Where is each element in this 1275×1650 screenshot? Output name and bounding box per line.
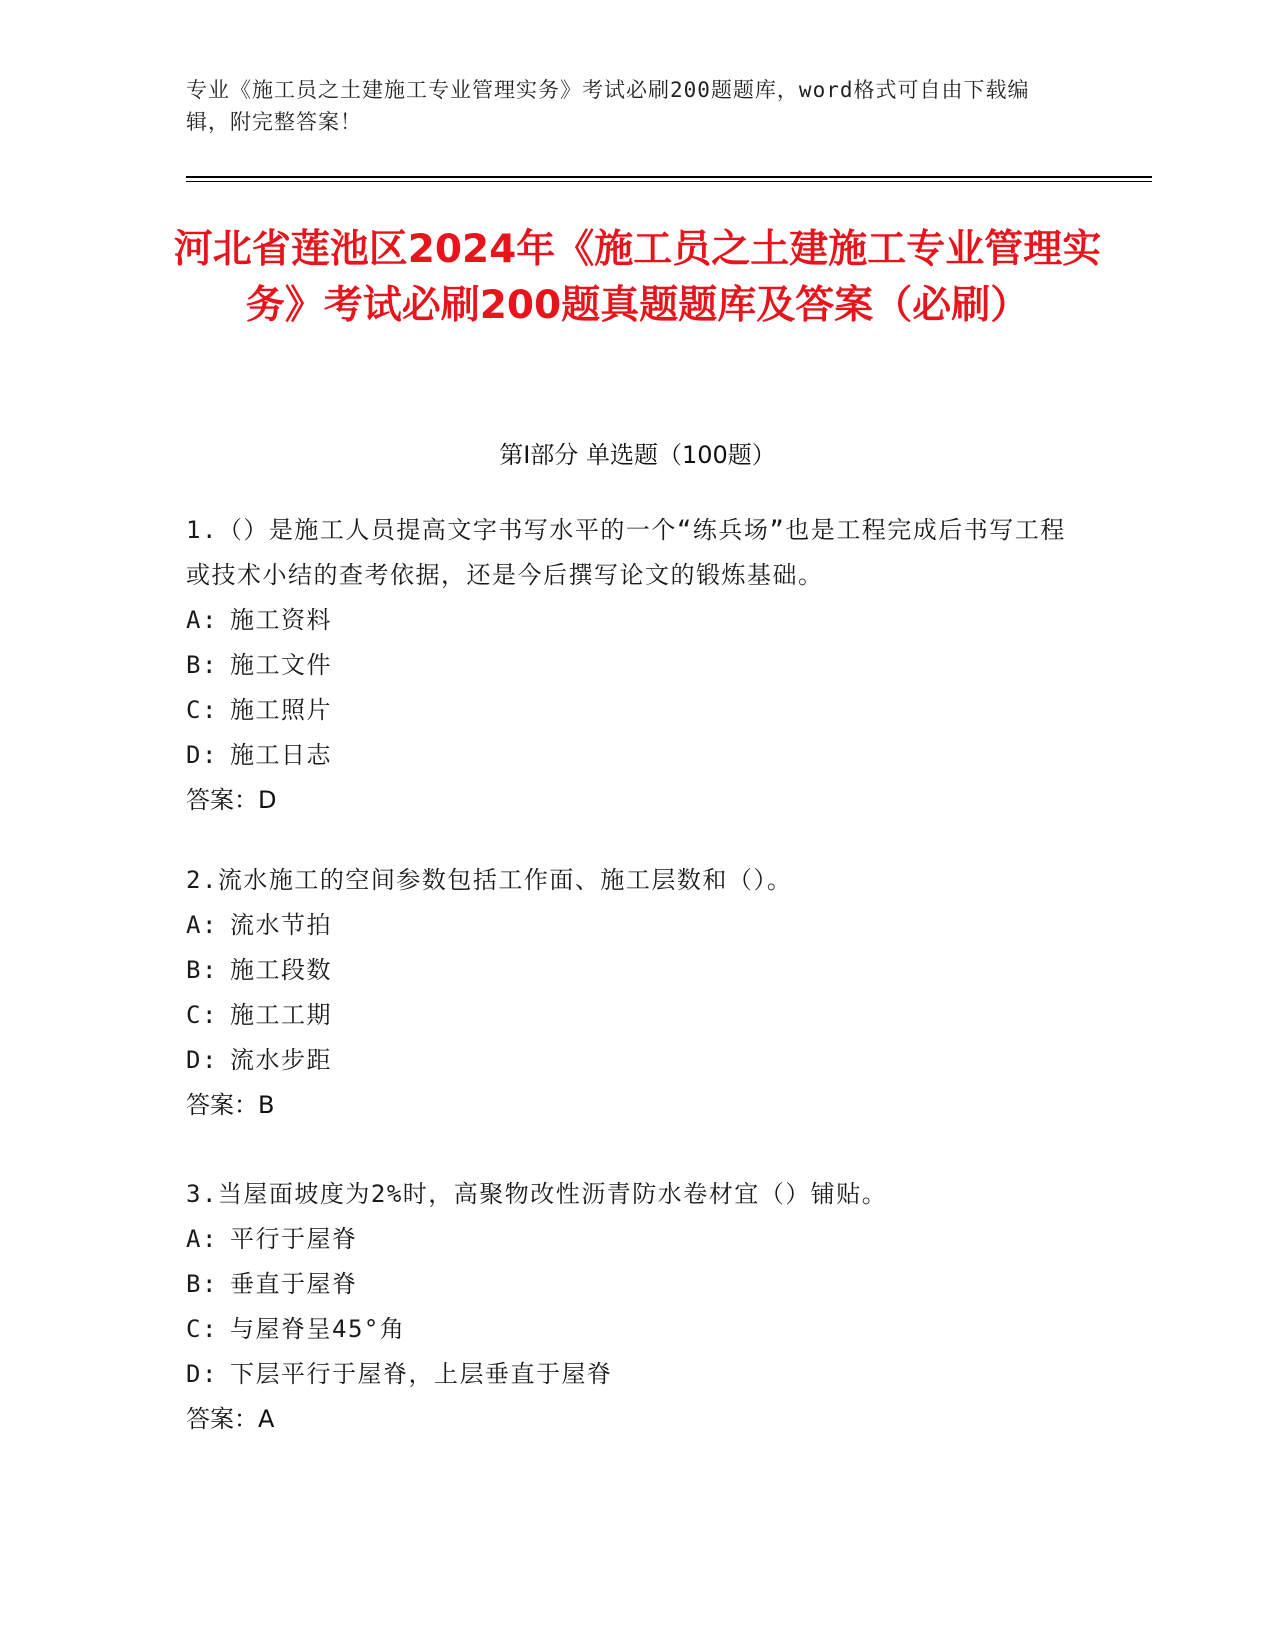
option-text: 平行于屋脊: [230, 1225, 358, 1253]
question-3: [186, 1172, 1066, 1442]
option-text: 施工资料: [230, 606, 332, 634]
option-a: [186, 598, 1066, 643]
option-c: [186, 993, 1066, 1038]
option-letter: C:: [186, 1315, 218, 1343]
option-d: [186, 733, 1066, 778]
option-text: 下层平行于屋脊，上层垂直于屋脊: [230, 1360, 613, 1388]
question-stem: 2.流水施工的空间参数包括工作面、施工层数和（）。: [186, 866, 793, 894]
option-letter: C:: [186, 696, 218, 724]
option-letter: B:: [186, 956, 218, 984]
option-text: 施工工期: [230, 1001, 332, 1029]
option-letter: D:: [186, 741, 218, 769]
option-letter: A:: [186, 911, 218, 939]
header-note: 专业《施工员之土建施工专业管理实务》考试必刷200题题库，word格式可自由下载编辑，附完整答案！: [186, 78, 1030, 134]
option-letter: B:: [186, 1270, 218, 1298]
option-d: [186, 1352, 1066, 1397]
question-stem: 3.当屋面坡度为2%时，高聚物改性沥青防水卷材宜（）铺贴。: [186, 1180, 888, 1208]
header-rule-thick: [186, 176, 1152, 178]
section-title: 第I部分 单选题（100题）: [499, 441, 776, 469]
option-text: 施工照片: [230, 696, 332, 724]
document-title: 河北省莲池区2024年《施工员之土建施工专业管理实务》考试必刷200题真题题库及答案（必刷）: [173, 227, 1102, 328]
option-text: 垂直于屋脊: [230, 1270, 358, 1298]
question-1: [186, 508, 1066, 823]
option-text: 施工文件: [230, 651, 332, 679]
option-letter: D:: [186, 1360, 218, 1388]
option-a: [186, 903, 1066, 948]
option-text: 流水节拍: [230, 911, 332, 939]
header-rule-thin: [186, 181, 1152, 182]
option-b: [186, 1262, 1066, 1307]
option-letter: A:: [186, 606, 218, 634]
question-stem: 1.（）是施工人员提高文字书写水平的一个“练兵场”也是工程完成后书写工程或技术小结的查考依据，还是今后撰写论文的锻炼基础。: [186, 516, 1066, 589]
option-d: [186, 1038, 1066, 1083]
option-c: [186, 688, 1066, 733]
option-letter: A:: [186, 1225, 218, 1253]
option-text: 与屋脊呈45°角: [230, 1315, 406, 1343]
option-b: [186, 948, 1066, 993]
option-letter: C:: [186, 1001, 218, 1029]
answer: 答案：A: [186, 1405, 275, 1433]
option-b: [186, 643, 1066, 688]
option-text: 施工段数: [230, 956, 332, 984]
question-2: [186, 858, 1066, 1128]
option-letter: D:: [186, 1046, 218, 1074]
option-letter: B:: [186, 651, 218, 679]
option-text: 施工日志: [230, 741, 332, 769]
answer: 答案：D: [186, 786, 277, 814]
answer: 答案：B: [186, 1091, 275, 1119]
option-text: 流水步距: [230, 1046, 332, 1074]
option-c: [186, 1307, 1066, 1352]
option-a: [186, 1217, 1066, 1262]
